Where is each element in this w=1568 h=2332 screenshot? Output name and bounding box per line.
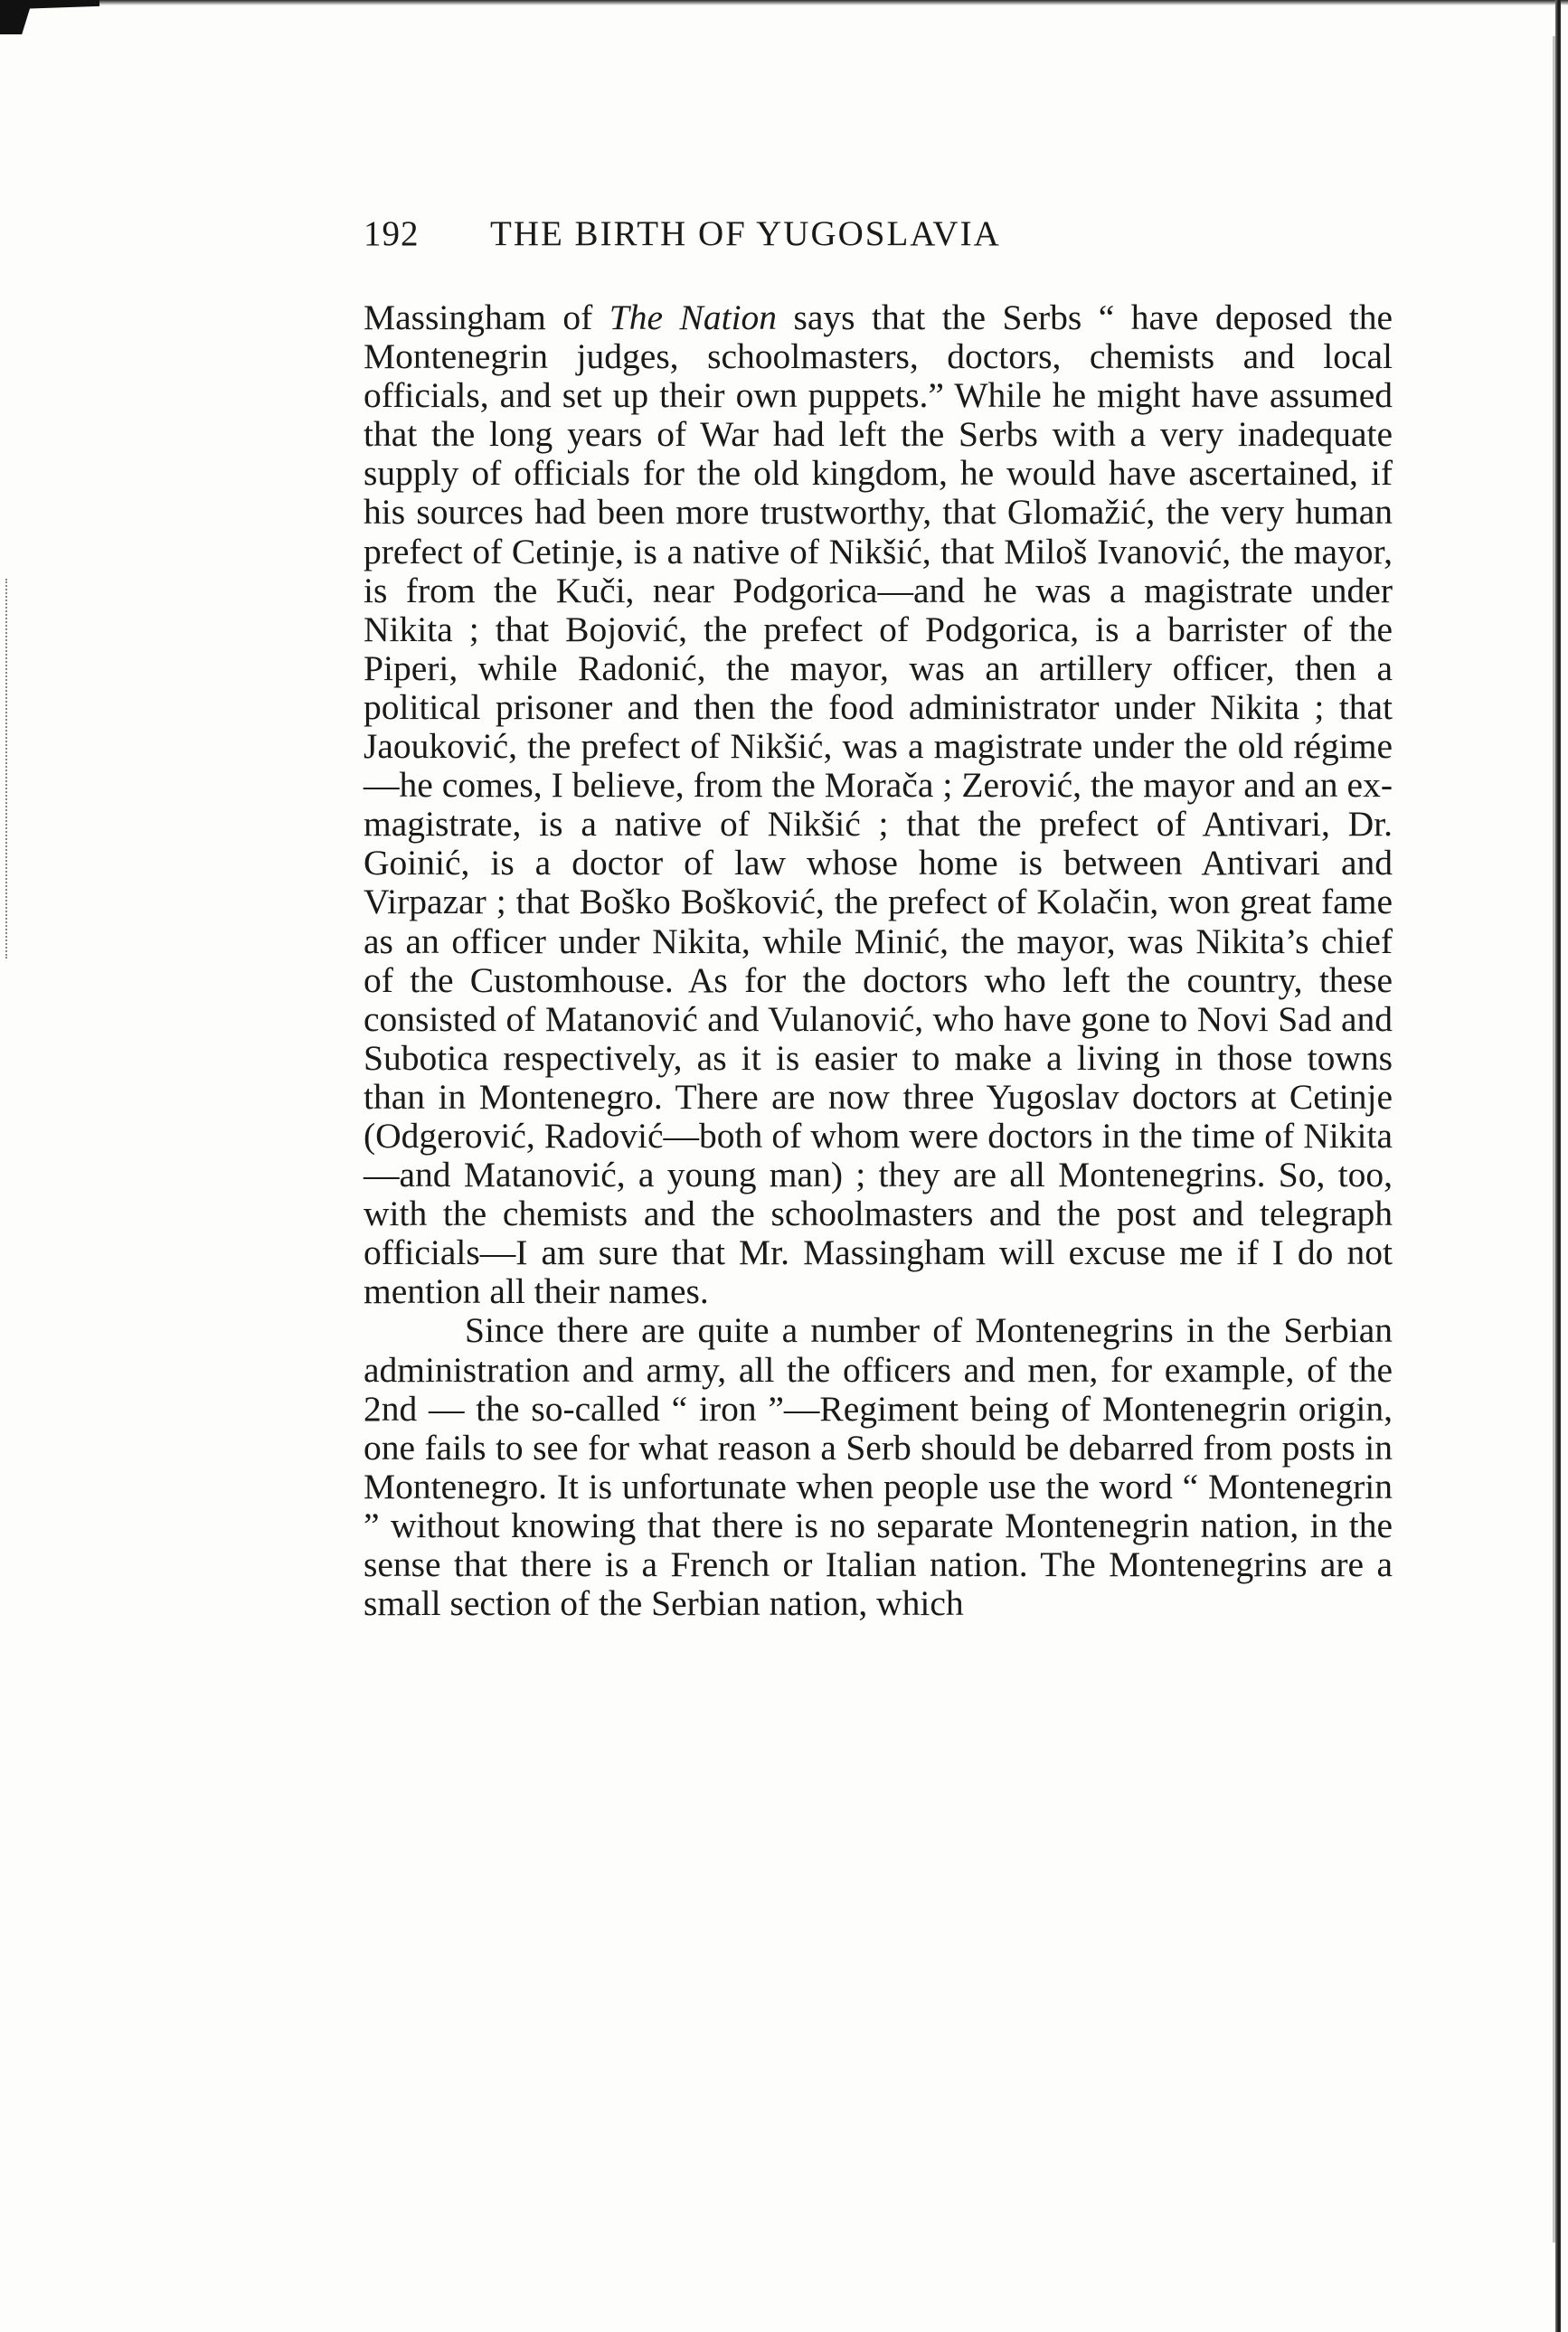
scan-left-marks [5,579,9,958]
scan-right-edge [1555,0,1561,2332]
page-number: 192 [364,214,420,253]
paragraph-1 [364,298,1393,1311]
scan-corner-mark [0,0,99,34]
running-title: THE BIRTH OF YUGOSLAVIA [490,214,1001,253]
paragraph-1-start: Massingham of [364,297,609,337]
body-text [364,298,1393,1623]
paragraph-2: Since there are quite a number of Montenegrins in the Serbian administration and army, all the officers and men, for example, of the 2nd — the so-called “ iron ”—Regiment being of Montenegrin origin, one fails to see for what reason a Serb should be debarred from posts in Montenegro. It is unfortunate when people use the word “ Montenegrin ” without knowing that there is no separate Montenegrin nation, in the sense that there is a French or Italian nation. The Montenegrins are a small section of the Serbian nation, which [364,1310,1393,1624]
paragraph-1-rest: says that the Serbs “ have deposed the Montenegrin judges, schoolmasters, doctors, chemists and local officials, and set up their own puppets.” While he might have assumed that the long years of War had left the Serbs with a very inadequate supply of officials for the old kingdom, he would have ascertained, if his sources had been more trustworthy, that Glomažić, the very human prefect of Cetinje, is a native of Nikšić, that Miloš Ivanović, the mayor, is from the Kuči, near Podgorica—and he was a magistrate under Nikita ; that Bojović, the prefect of Podgorica, is a barrister of the Piperi, while Radonić, the mayor, was an artillery officer, then a political prisoner and then the food administrator under Nikita ; that Jaouković, the prefect of Nikšić, was a magistrate under the old régime—he comes, I believe, from the Morača ; Zerović, the mayor and an ex-magistrate, is a native of Nikšić ; that the prefect of Antivari, Dr. Goinić, is a doctor of law whose home is between Antivari and Virpazar ; that Boško Bošković, the prefect of Kolačin, won great fame as an officer under Nikita, while Minić, the mayor, was Nikita’s chief of the Customhouse. As for the doctors who left the country, these consisted of Matanović and Vulanović, who have gone to Novi Sad and Subotica respectively, as it is easier to make a living in those towns than in Montenegro. There are now three Yugoslav doctors at Cetinje (Odgerović, Radović—both of whom were doctors in the time of Nikita—and Matanović, a young man) ; they are all Montenegrins. So, too, with the chemists and the schoolmasters and the post and telegraph officials—I am sure that Mr. Massingham will excuse me if I do not mention all their names. [364,297,1393,1312]
scan-top-edge [0,0,1568,5]
scan-right-shadow [1553,36,1555,2242]
journal-title: The Nation [609,297,778,337]
page-header [364,213,1412,268]
